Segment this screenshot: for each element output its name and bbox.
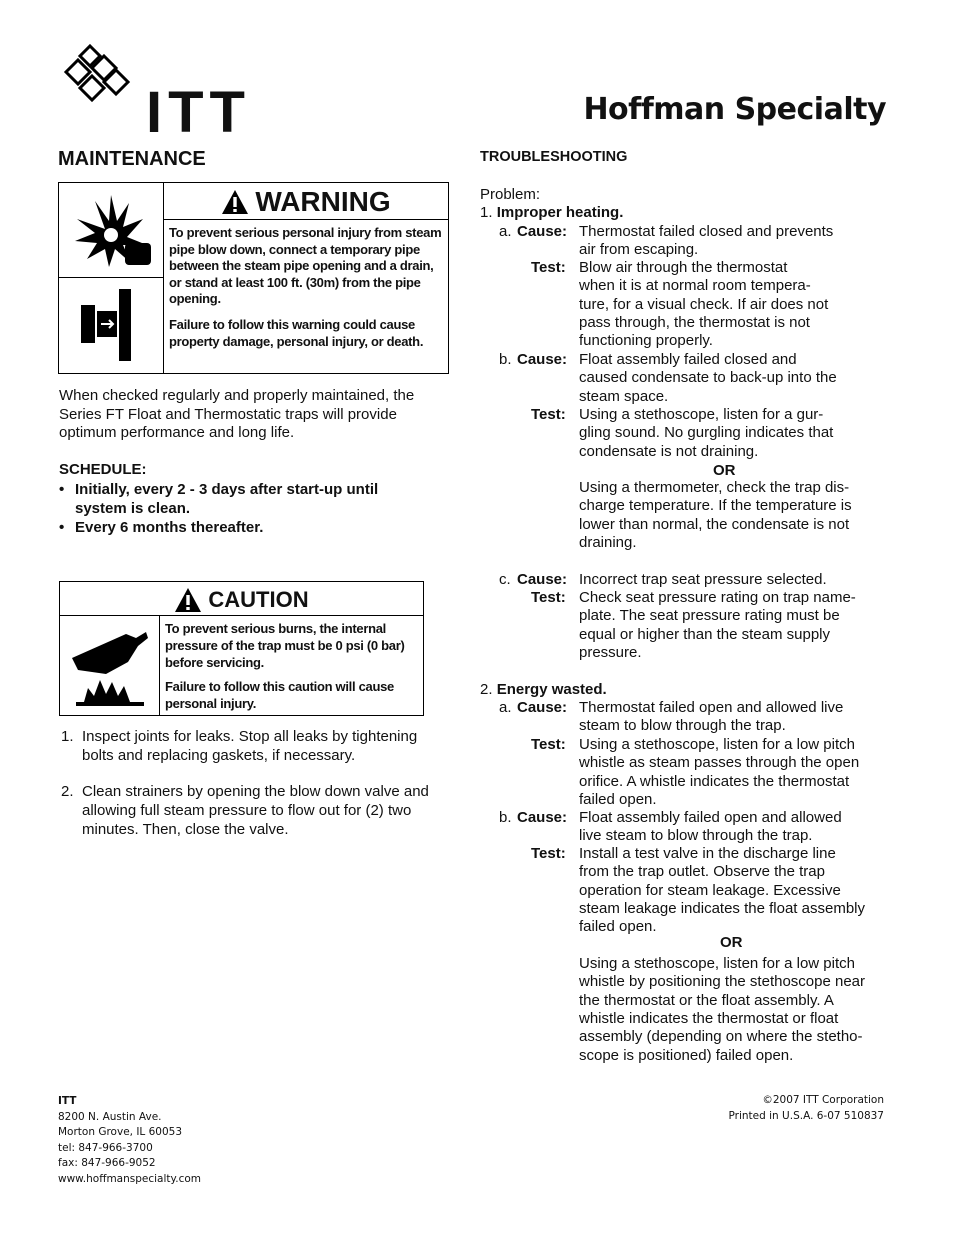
text-line: air from escaping. [579,241,699,259]
or-label: OR [720,934,743,951]
itt-logo-text: ITT [146,80,251,145]
burn-hazard-icon [66,622,154,710]
text-line: Install a test valve in the discharge line [579,845,836,862]
maintenance-steps [61,728,429,858]
text-line: steam space. [579,387,669,405]
caution-triangle-icon [174,587,202,613]
text-line: live steam to blow through the trap. [579,827,813,845]
footer-line: tel: 847-966-3700 [58,1141,153,1154]
warning-heading [164,185,448,219]
caution-text-1: To prevent serious burns, the internal pressure of the trap must be 0 psi (0 bar) before servicing. [165,621,405,670]
list-item: 1. Inspect joints for leaks. Stop all leaks by tightening bolts and replacing gaskets, if necessary. [61,728,418,764]
warning-title: WARNING [255,186,391,217]
text-line: Using a stethoscope, listen for a low pitch [579,955,855,972]
text-line: condensate is not draining. [579,442,759,460]
text-line: ture, for a visual check. If air does not [579,295,829,313]
text-line: Float assembly failed open and allowed [579,809,842,826]
schedule-list [59,480,429,537]
crush-hazard-icon [69,283,153,367]
list-item: • Every 6 months thereafter. [59,519,264,536]
maintenance-title: MAINTENANCE [58,148,206,170]
text-line: Blow air through the thermostat [579,259,788,276]
caution-box [59,581,424,716]
text-line: Using a thermometer, check the trap dis- [579,479,850,496]
text-line: steam leakage indicates the float assembly [579,899,865,917]
text-line: Using a stethoscope, listen for a gur- [579,406,824,423]
test-label: Test: [531,736,566,753]
cause-label: Cause: [517,809,568,826]
text-line: plate. The seat pressure rating must be [579,607,840,625]
caution-title: CAUTION [208,586,309,612]
text-line: draining. [579,533,637,551]
text-line: whistle indicates the thermostat or float [579,1009,839,1027]
text-line: pass through, the thermostat is not [579,313,810,331]
warning-text-1: To prevent serious personal injury from steam pipe blow down, connect a temporary pipe between the steam pipe opening and a drain, or stand at least 100 ft. (30m) from the pipe opening. [169,225,442,306]
text-line: when it is at normal room tempera- [579,277,811,295]
cause-label: Cause: [517,699,568,716]
item-letter: b. [499,809,512,826]
text-line: assembly (depending on where the stetho- [579,1028,863,1046]
footer-copyright [729,1093,884,1124]
text-line: gling sound. No gurgling indicates that [579,424,834,442]
list-item: • Initially, every 2 - 3 days after start-up until system is clean. [59,481,379,517]
text-line: Check seat pressure rating on trap name- [579,589,856,606]
text-line: Using a stethoscope, listen for a low pitch [579,736,855,753]
item-letter: c. [499,571,511,588]
footer-line: 8200 N. Austin Ave. [58,1110,162,1123]
warning-box [58,182,449,374]
text-line: failed open. [579,790,657,808]
or-label: OR [713,462,736,479]
text-line: steam to blow through the trap. [579,717,786,735]
text-line: operation for steam leakage. Excessive [579,881,841,899]
printed-text: Printed in U.S.A. 6-07 510837 [728,1109,884,1122]
footer-address [58,1094,201,1187]
explosion-hazard-icon [65,189,157,273]
text-line: whistle by positioning the stethoscope near [579,973,866,991]
footer-link[interactable]: www.hoffmanspecialty.com [58,1172,202,1185]
brand-name: Hoffman Specialty [583,92,886,127]
text-line: scope is positioned) failed open. [579,1046,794,1064]
maintenance-intro: When checked regularly and properly maintained, the Series FT Float and Thermostatic traps will provide optimum performance and long life. [59,387,415,441]
troubleshooting-title: TROUBLESHOOTING [480,149,628,165]
warning-text-2: Failure to follow this warning could cause property damage, personal injury, or death. [169,317,424,349]
list-item: 2. Clean strainers by opening the blow down valve and allowing full steam pressure to flow out for (2) two minutes. Then, close the valve. [61,783,429,838]
caution-text-2: Failure to follow this caution will cause personal injury. [165,679,394,711]
cause-label: Cause: [517,571,568,588]
text-line: from the trap outlet. Observe the trap [579,863,825,881]
item-letter: b. [499,351,512,368]
text-line: orifice. A whistle indicates the thermostat [579,772,850,790]
text-line: Thermostat failed closed and prevents [579,223,834,240]
problem-2-heading: 2. Energy wasted. [480,681,607,698]
problem-label: Problem: [480,186,541,203]
item-letter: a. [499,223,512,240]
text-line: pressure. [579,643,642,661]
cause-label: Cause: [517,223,568,240]
text-line: whistle as steam passes through the open [579,754,860,772]
footer-line: fax: 847-966-9052 [58,1157,156,1169]
text-line: lower than normal, the condensate is not [579,515,850,533]
cause-label: Cause: [517,351,568,368]
problem-1-heading: 1. Improper heating. [480,204,624,221]
text-line: Float assembly failed closed and [579,351,797,368]
text-line: functioning properly. [579,332,713,350]
footer-company: ITT [58,1095,77,1107]
text-line: equal or higher than the steam supply [579,625,830,643]
test-label: Test: [531,406,566,423]
caution-heading [60,584,423,615]
text-line: caused condensate to back-up into the [579,369,837,387]
text-line: the thermostat or the float assembly. A [579,991,834,1009]
test-label: Test: [531,845,566,862]
text-line: Incorrect trap seat pressure selected. [579,571,827,588]
item-letter: a. [499,699,512,716]
text-line: failed open. [579,918,657,936]
test-label: Test: [531,259,566,276]
warning-triangle-icon [221,189,249,215]
copyright-text: ©2007 ITT Corporation [762,1094,884,1106]
text-line: Thermostat failed open and allowed live [579,699,844,716]
itt-logo-icon [60,42,132,108]
schedule-title: SCHEDULE: [59,461,147,478]
footer-line: Morton Grove, IL 60053 [58,1126,183,1138]
text-line: charge temperature. If the temperature is [579,497,852,515]
test-label: Test: [531,589,566,606]
